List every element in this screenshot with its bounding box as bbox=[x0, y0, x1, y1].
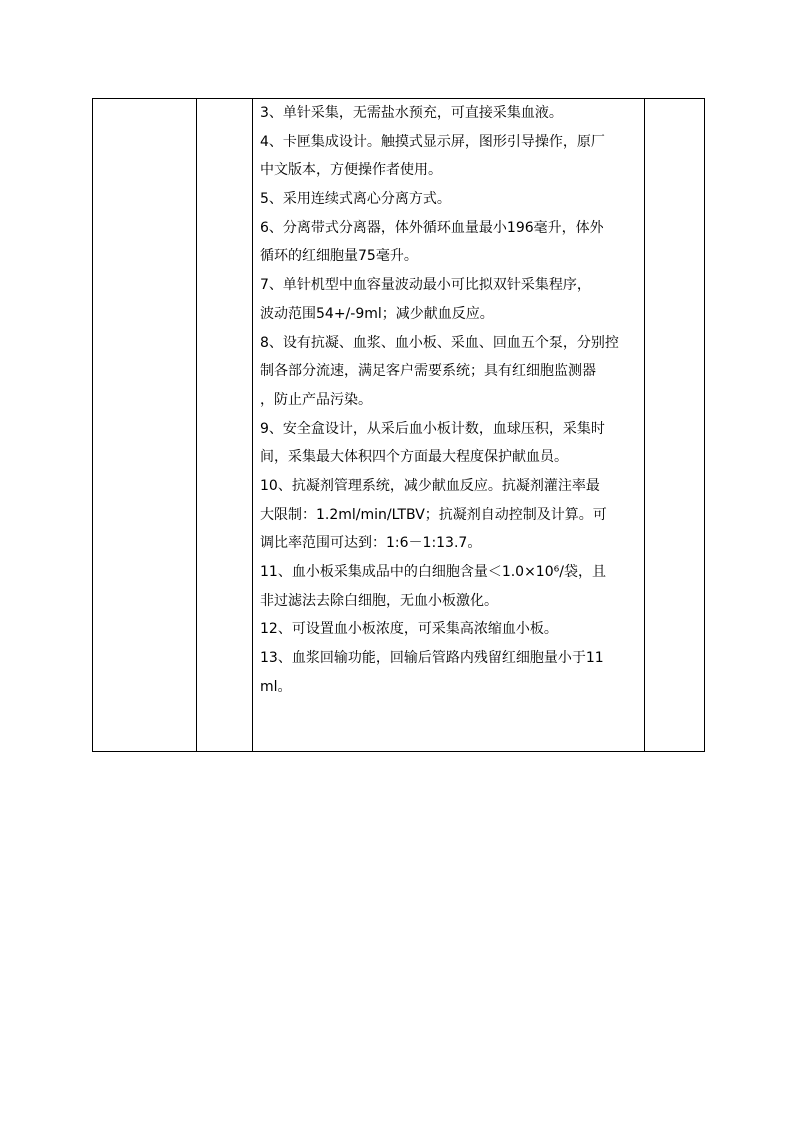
spec-line: 6、分离带式分离器，体外循环血量最小196毫升，体外 bbox=[260, 219, 604, 236]
spec-line: 7、单针机型中血容量波动最小可比拟双针采集程序， bbox=[260, 277, 591, 294]
table-cell-col2 bbox=[197, 99, 253, 752]
spec-line: 11、血小板采集成品中的白细胞含量＜1.0×10⁶/袋，且 bbox=[260, 564, 606, 580]
spec-line: 波动范围54+/-9ml；减少献血反应。 bbox=[260, 305, 494, 322]
spec-line: 大限制：1.2ml/min/LTBV；抗凝剂自动控制及计算。可 bbox=[260, 506, 607, 523]
spec-line: 4、卡匣集成设计。触摸式显示屏，图形引导操作，原厂 bbox=[260, 133, 605, 150]
spec-line: 12、可设置血小板浓度，可采集高浓缩血小板。 bbox=[260, 621, 558, 638]
table-row bbox=[93, 99, 705, 752]
spec-line: 3、单针采集，无需盐水预充，可直接采集血液。 bbox=[260, 105, 563, 121]
spec-line: ，防止产品污染。 bbox=[260, 391, 372, 408]
table-cell-col4 bbox=[645, 99, 705, 752]
spec-line: 间，采集最大体积四个方面最大程度保护献血员。 bbox=[260, 449, 568, 466]
spec-table bbox=[92, 98, 705, 752]
table-cell-col1 bbox=[93, 99, 197, 752]
spec-line: 13、血浆回输功能，回输后管路内残留红细胞量小于11 bbox=[260, 650, 604, 667]
spec-line: 调比率范围可达到：1:6－1:13.7。 bbox=[260, 535, 482, 552]
spec-line: 循环的红细胞量75毫升。 bbox=[260, 248, 418, 265]
spec-list bbox=[260, 99, 638, 701]
spec-line: 中文版本，方便操作者使用。 bbox=[260, 162, 442, 179]
spec-line: 非过滤法去除白细胞，无血小板激化。 bbox=[260, 592, 498, 609]
spec-line: ml。 bbox=[260, 678, 292, 695]
spec-line: 5、采用连续式离心分离方式。 bbox=[260, 191, 451, 208]
spec-line: 9、安全盒设计，从采后血小板计数，血球压积，采集时 bbox=[260, 420, 605, 437]
spec-line: 8、设有抗凝、血浆、血小板、采血、回血五个泵，分别控 bbox=[260, 334, 619, 351]
spec-line: 10、抗凝剂管理系统，减少献血反应。抗凝剂灌注率最 bbox=[260, 477, 600, 494]
spec-line: 制各部分流速，满足客户需要系统；具有红细胞监测器 bbox=[260, 363, 596, 380]
table-cell-specifications bbox=[253, 99, 645, 752]
